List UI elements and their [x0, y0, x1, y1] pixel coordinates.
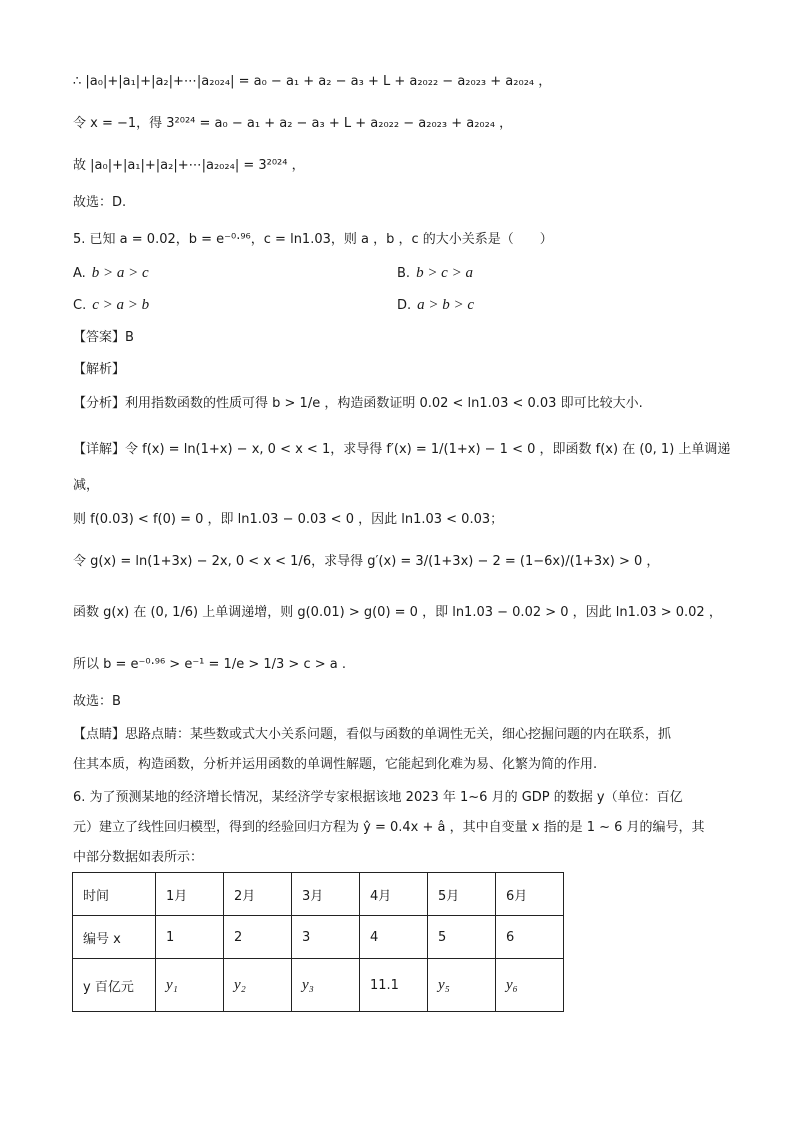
- detail-line-3: 则 f(0.03) < f(0) = 0 ，即 ln1.03 − 0.03 < 0 ，因此 ln1.03 < 0.03；: [73, 512, 504, 527]
- table-cell: 4月: [360, 873, 428, 916]
- table-cell: 2: [224, 916, 292, 959]
- table-cell: 6: [496, 916, 564, 959]
- analysis-heading: 【解析】: [73, 362, 126, 377]
- option-d-label: D.: [397, 298, 412, 313]
- table-cell: 3月: [292, 873, 360, 916]
- insight-line-2: 住其本质，构造函数，分析并运用函数的单调性解题，它能起到化难为易、化繁为简的作用.: [73, 757, 598, 772]
- option-d: [397, 297, 474, 314]
- table-cell: y₂: [224, 959, 292, 1012]
- option-c: [73, 297, 149, 314]
- detail-line-1: 【详解】令 f(x) = ln(1+x) − x, 0 < x < 1，求导得 f′(x) = 1/(1+x) − 1 < 0 ，即函数 f(x) 在 (0, 1) 上单调递: [73, 442, 731, 457]
- option-a-label: A.: [73, 266, 86, 281]
- table-row: [73, 959, 564, 1012]
- question-6-line-1: 6. 为了预测某地的经济增长情况，某经济学专家根据该地 2023 年 1~6 月的 GDP 的数据 y（单位：百亿: [73, 790, 683, 805]
- answer-line: 【答案】B: [73, 330, 134, 345]
- detail-line-5: 函数 g(x) 在 (0, 1/6) 上单调递增，则 g(0.01) > g(0) = 0 ，即 ln1.03 − 0.02 > 0 ，因此 ln1.03 > 0.02 ，: [73, 605, 722, 620]
- sum-abs-line: ∴ |a₀|+|a₁|+|a₂|+⋯|a₂₀₂₄| = a₀ − a₁ + a₂ − a₃ + L + a₂₀₂₂ − a₂₀₂₃ + a₂₀₂₄ ，: [73, 74, 552, 89]
- table-cell: 1: [156, 916, 224, 959]
- question-5: 5. 已知 a = 0.02，b = e⁻⁰·⁹⁶，c = ln1.03，则 a ，b ，c 的大小关系是（ ）: [73, 232, 553, 247]
- option-d-expr: a > b > c: [417, 297, 475, 313]
- choose-b-line: 故选：B: [73, 694, 121, 709]
- detail-line-6: 所以 b = e⁻⁰·⁹⁶ > e⁻¹ = 1/e > 1/3 > c > a .: [73, 657, 346, 672]
- option-b: [397, 265, 473, 282]
- conclusion-line: 故 |a₀|+|a₁|+|a₂|+⋯|a₂₀₂₄| = 3²⁰²⁴ ，: [73, 158, 305, 173]
- table-row: [73, 873, 564, 916]
- table-cell: 6月: [496, 873, 564, 916]
- table-cell: 时间: [73, 873, 156, 916]
- table-cell: 3: [292, 916, 360, 959]
- detail-line-2: 减，: [73, 478, 100, 493]
- table-cell: 5月: [428, 873, 496, 916]
- table-cell: 2月: [224, 873, 292, 916]
- table-cell: 4: [360, 916, 428, 959]
- detail-line-4: 令 g(x) = ln(1+3x) − 2x, 0 < x < 1/6，求导得 g′(x) = 3/(1+3x) − 2 = (1−6x)/(1+3x) > 0 ，: [73, 554, 660, 569]
- table-cell: y 百亿元: [73, 959, 156, 1012]
- table-cell: y₆: [496, 959, 564, 1012]
- question-6-line-2: 元）建立了线性回归模型，得到的经验回归方程为 ŷ = 0.4x + â ，其中自变量 x 指的是 1 ~ 6 月的编号，其: [73, 820, 705, 835]
- gdp-data-table: [72, 872, 564, 1012]
- table-cell: y₃: [292, 959, 360, 1012]
- option-b-label: B.: [397, 266, 411, 281]
- substitute-line: 令 x = −1，得 3²⁰²⁴ = a₀ − a₁ + a₂ − a₃ + L + a₂₀₂₂ − a₂₀₂₃ + a₂₀₂₄ ，: [73, 116, 513, 131]
- option-a: [73, 265, 149, 282]
- table-cell: 1月: [156, 873, 224, 916]
- table-cell: 11.1: [360, 959, 428, 1012]
- insight-line-1: 【点睛】思路点睛：某些数或式大小关系问题，看似与函数的单调性无关，细心挖掘问题的内在联系，抓: [73, 727, 672, 742]
- question-6-line-3: 中部分数据如表所示：: [73, 850, 204, 865]
- choose-d-line: 故选：D.: [73, 195, 127, 210]
- table-cell: y₅: [428, 959, 496, 1012]
- option-b-expr: b > c > a: [416, 265, 473, 281]
- table-cell: 编号 x: [73, 916, 156, 959]
- table-cell: 5: [428, 916, 496, 959]
- analysis-summary: 【分析】利用指数函数的性质可得 b > 1/e ，构造函数证明 0.02 < ln1.03 < 0.03 即可比较大小.: [73, 396, 643, 411]
- option-c-expr: c > a > b: [92, 297, 150, 313]
- option-a-expr: b > a > c: [91, 265, 149, 281]
- option-c-label: C.: [73, 298, 87, 313]
- table-row: [73, 916, 564, 959]
- table-cell: y₁: [156, 959, 224, 1012]
